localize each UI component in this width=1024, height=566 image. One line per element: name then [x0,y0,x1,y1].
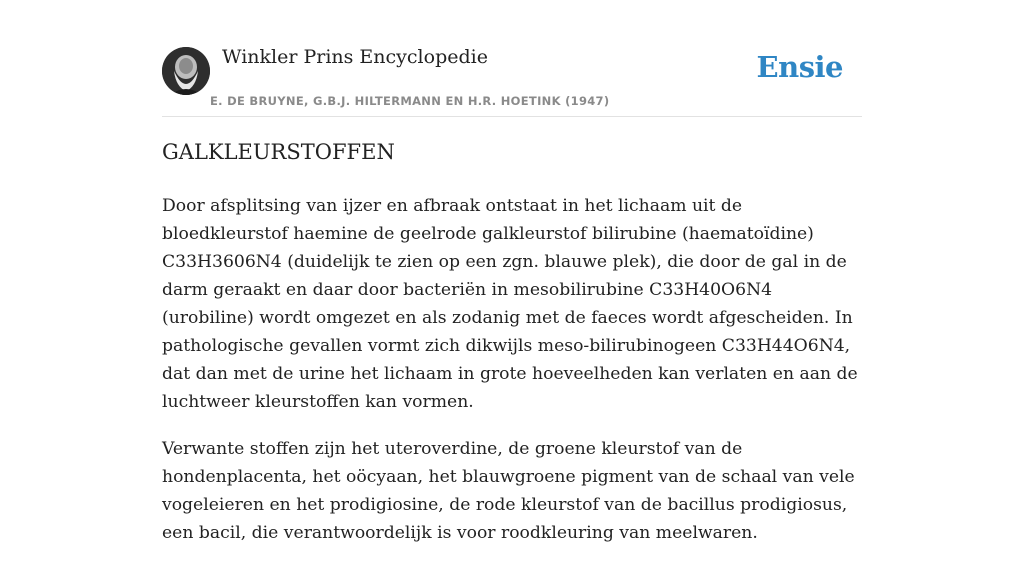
page [162,0,862,543]
article-body [162,192,862,566]
site-title[interactable]: Winkler Prins Encyclopedie [222,46,488,68]
author-avatar [162,47,210,95]
site-header [162,0,862,117]
article-paragraph: Door afsplitsing van ijzer en afbraak ontstaat in het lichaam uit de bloedkleurstof haemine de geelrode galkleurstof bilirubine (haematoïdine) C33H3606N4 (duidelijk te zien op een zgn. blauwe plek), die door de gal in de darm geraakt en daar door bacteriën in mesobilirubine C33H40O6N4 (urobiline) wordt omgezet en als zodanig met de faeces wordt afgescheiden. In pathologische gevallen vormt zich dikwijls meso-bilirubinogeen C33H44O6N4, dat dan met de urine het lichaam in grote hoeveelheden kan verlaten en aan de luchtweer kleurstoffen kan vormen. [162,196,858,412]
authors-line: E. DE BRUYNE, G.B.J. HILTERMANN EN H.R. HOETINK (1947) [210,94,610,108]
portrait-icon [162,47,210,95]
ensie-logo[interactable]: Ensie [756,50,843,84]
article-title: GALKLEURSTOFFEN [162,140,395,164]
article-paragraph: Verwante stoffen zijn het uteroverdine, de groene kleurstof van de hondenplacenta, het oöcyaan, het blauwgroene pigment van de schaal van vele vogeleieren en het prodigiosine, de rode kleurstof van de bacillus prodigiosus, een bacil, die verantwoordelijk is voor roodkleuring van meelwaren. [162,439,855,543]
